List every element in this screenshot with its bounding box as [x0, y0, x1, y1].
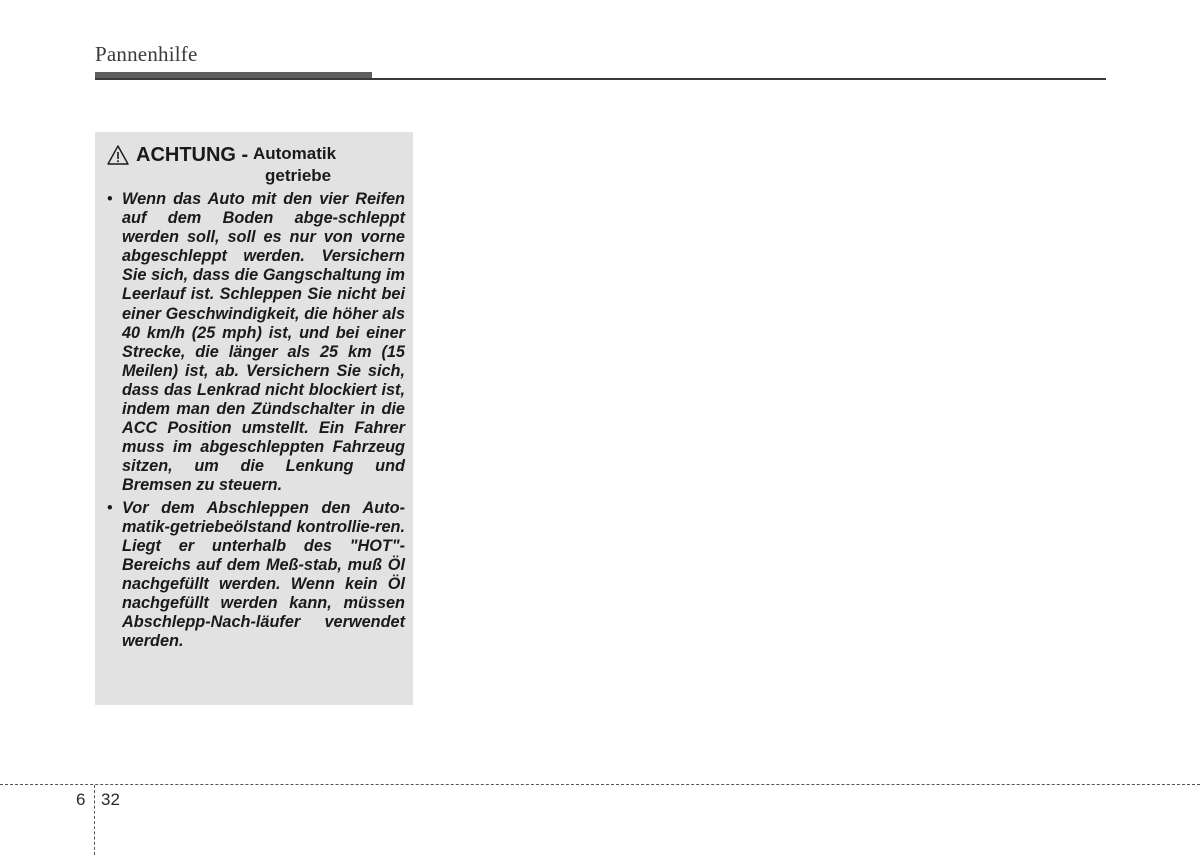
caution-item	[107, 190, 405, 496]
bullet-dot: •	[107, 190, 113, 208]
bullet-dot: •	[107, 498, 113, 517]
caution-list	[107, 190, 405, 651]
caution-item-text: Wenn das Auto mit den vier Reifen auf dem Boden abge-schleppt werden soll, soll es nur von vorne abgeschleppt werden. Versichern Sie sich, dass die Gangschaltung im Leerlauf ist. Schleppen Sie nicht bei einer Geschwindigkeit, die höher als 40 km/h (25 mph) ist, und bei einer Strecke, die länger als 25 km (15 Meilen) ist, ab. Versichern Sie sich, dass das Lenkrad nicht blockiert ist, indem man den Zündschalter in die ACC Position umstellt. Ein Fahrer muss im abgeschleppten Fahrzeug sitzen, um die Lenkung und Bremsen zu steuern.	[122, 190, 405, 495]
footer-dashed-separator	[94, 785, 95, 855]
caution-heading	[107, 144, 405, 166]
chapter-number: 6	[76, 790, 86, 809]
caution-box	[95, 132, 413, 705]
caution-item-text: Vor dem Abschleppen den Auto-matik-getriebeölstand kontrollie-ren. Liegt er unterhalb des "HOT"-Bereichs auf dem Meß-stab, muß Öl nachgefüllt werden. Wenn kein Öl nachgefüllt werden kann, müssen Abschlepp-Nach-läufer verwendet werden.	[122, 498, 405, 651]
footer-dashed-rule	[0, 784, 1200, 785]
warning-triangle-icon	[107, 145, 129, 165]
caution-item	[107, 499, 405, 652]
section-title: Pannenhilfe	[95, 42, 198, 66]
page-number: 32	[101, 790, 120, 809]
caution-topic-line1: Automatik	[252, 144, 337, 163]
caution-label: ACHTUNG -	[136, 144, 249, 166]
caution-topic	[248, 144, 336, 164]
header-rule	[95, 78, 1106, 80]
caution-topic-line2: getriebe	[265, 166, 332, 185]
